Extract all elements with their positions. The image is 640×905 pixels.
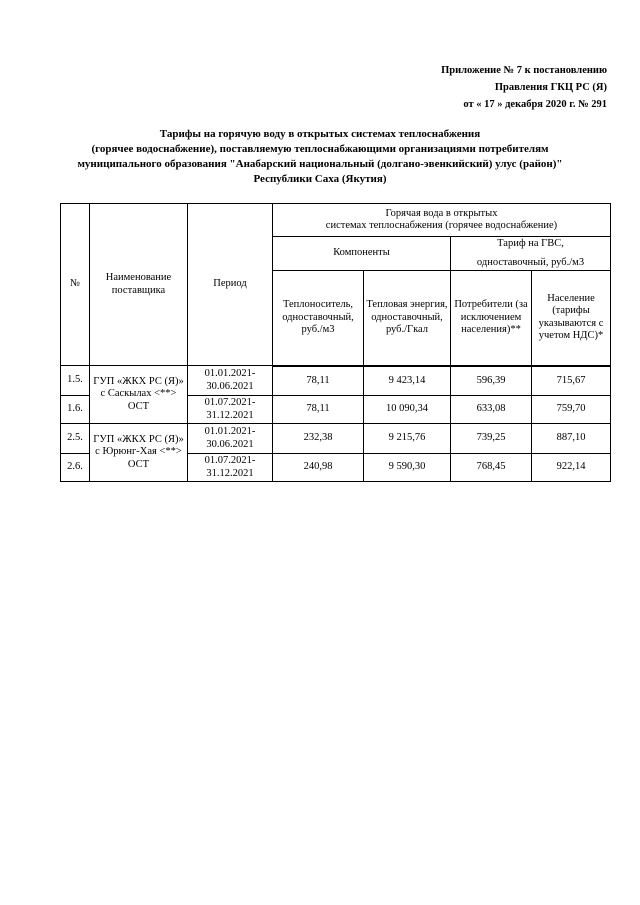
row-num: 1.5. <box>61 366 90 396</box>
header-population: Население (тарифы указываются с учетом НДС)* <box>532 271 611 366</box>
table-row <box>61 366 611 396</box>
row-coolant: 78,11 <box>273 366 364 396</box>
row-population: 759,70 <box>532 396 611 424</box>
header-components: Компоненты <box>273 237 451 271</box>
header-supplier: Наименование поставщика <box>90 204 188 366</box>
row-population: 715,67 <box>532 366 611 396</box>
header-tariff <box>451 237 611 271</box>
row-num: 1.6. <box>61 396 90 424</box>
row-consumers: 768,45 <box>451 454 532 482</box>
row-consumers: 739,25 <box>451 424 532 454</box>
row-consumers: 633,08 <box>451 396 532 424</box>
header-period: Период <box>188 204 273 366</box>
period-start: 01.01.2021- <box>204 368 256 379</box>
row-consumers: 596,39 <box>451 366 532 396</box>
row-period <box>188 366 273 396</box>
title-line: Тарифы на горячую воду в открытых системах теплоснабжения <box>159 128 481 140</box>
row-coolant: 240,98 <box>273 454 364 482</box>
row-num: 2.5. <box>61 424 90 454</box>
title-line: (горячее водоснабжение), поставляемую теплоснабжающими организациями потребителям <box>91 143 549 155</box>
header-hot-water-line: Горячая вода в открытых <box>385 207 498 219</box>
title-line: Республики Саха (Якутия) <box>253 173 387 185</box>
period-start: 01.07.2021- <box>204 455 256 466</box>
row-thermal: 9 215,76 <box>364 424 451 454</box>
row-period <box>188 454 273 482</box>
supplier-name: ГУП «ЖКХ РС (Я)» с Саскылах <**> ОСТ <box>90 366 188 424</box>
header-num: № <box>61 204 90 366</box>
row-coolant: 78,11 <box>273 396 364 424</box>
header-tariff-line: одноставочный, руб./м3 <box>476 256 585 268</box>
header-hot-water-line: системах теплоснабжения (горячее водоснабжение) <box>325 220 558 231</box>
appendix-line: Приложение № 7 к постановлению <box>441 65 607 76</box>
period-end: 30.06.2021 <box>206 438 254 450</box>
appendix-header <box>441 62 607 113</box>
period-end: 31.12.2021 <box>206 467 254 479</box>
document-title <box>40 127 600 187</box>
header-thermal: Тепловая энергия, одноставочный, руб./Гкал <box>364 271 451 366</box>
table-row <box>61 424 611 454</box>
period-start: 01.07.2021- <box>204 397 256 408</box>
period-end: 30.06.2021 <box>206 380 254 392</box>
row-num: 2.6. <box>61 454 90 482</box>
appendix-line: от « 17 » декабря 2020 г. № 291 <box>463 99 607 110</box>
row-thermal: 10 090,34 <box>364 396 451 424</box>
tariff-table <box>60 203 611 482</box>
row-population: 887,10 <box>532 424 611 454</box>
row-population: 922,14 <box>532 454 611 482</box>
header-coolant: Теплоноситель, одноставочный, руб./м3 <box>273 271 364 366</box>
row-period <box>188 396 273 424</box>
row-period <box>188 424 273 454</box>
supplier-name: ГУП «ЖКХ РС (Я)» с Юрюнг-Хая <**> ОСТ <box>90 424 188 482</box>
row-coolant: 232,38 <box>273 424 364 454</box>
header-hot-water <box>273 204 611 237</box>
header-tariff-line: Тариф на ГВС, <box>497 238 564 249</box>
period-end: 31.12.2021 <box>206 409 254 421</box>
row-thermal: 9 423,14 <box>364 366 451 396</box>
title-line: муниципального образования "Анабарский национальный (долгано-эвенкийский) улус (район)" <box>77 158 563 170</box>
appendix-line: Правления ГКЦ РС (Я) <box>494 82 607 93</box>
row-thermal: 9 590,30 <box>364 454 451 482</box>
header-consumers: Потребители (за исключением населения)** <box>451 271 532 366</box>
period-start: 01.01.2021- <box>204 426 256 437</box>
